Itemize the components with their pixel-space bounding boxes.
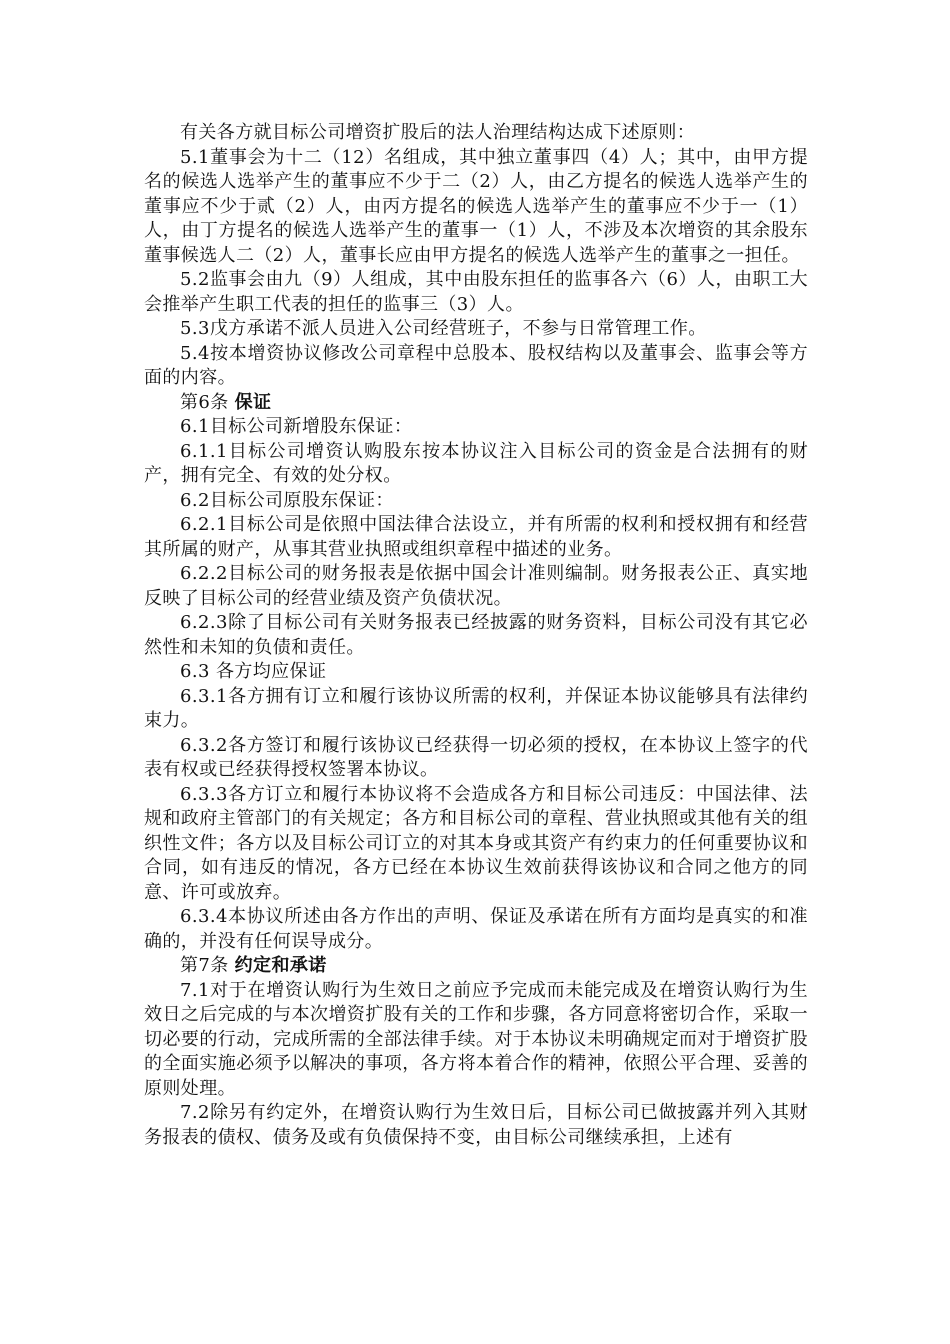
- clause-6-3-4: 6.3.4本协议所述由各方作出的声明、保证及承诺在所有方面均是真实的和准确的，并没有任何误导成分。: [144, 906, 808, 952]
- article-7-heading: [144, 954, 808, 979]
- clause-6-3: 6.3 各方均应保证: [180, 661, 327, 682]
- article-6-title: 保证: [234, 391, 272, 413]
- clause-5-3: 5.3戊方承诺不派人员进入公司经营班子，不参与日常管理工作。: [180, 318, 707, 339]
- article-6-heading: [144, 391, 808, 416]
- clause-6-1: 6.1目标公司新增股东保证：: [180, 416, 413, 437]
- clause-6-2-2: 6.2.2目标公司的财务报表是依据中国会计准则编制。财务报表公正、真实地反映了目标公司的经营业绩及资产负债状况。: [144, 563, 808, 609]
- clause-6-2: 6.2目标公司原股东保证：: [180, 489, 394, 511]
- article-7-title: 约定和承诺: [234, 955, 327, 976]
- clause-5-2: 5.2监事会由九（9）人组成，其中由股东担任的监事各六（6）人，由职工大会推举产生职工代表的担任的监事三（3）人。: [144, 269, 808, 315]
- clause-6-3-1: 6.3.1各方拥有订立和履行该协议所需的权利，并保证本协议能够具有法律约束力。: [144, 685, 808, 731]
- clause-5-4: 5.4按本增资协议修改公司章程中总股本、股权结构以及董事会、监事会等方面的内容。: [144, 342, 808, 388]
- clause-6-3-3: 6.3.3各方订立和履行本协议将不会造成各方和目标公司违反：中国法律、法规和政府主管部门的有关规定；各方和目标公司的章程、营业执照或其他有关的组织性文件；各方以及目标公司订立的对其本身或其资产有约束力的任何重要协议和合同，如有违反的情况，各方已经在本协议生效前获得该协议和合同之他方的同意、许可或放弃。: [144, 783, 808, 903]
- article-7-number: 第7条: [180, 955, 229, 976]
- intro-paragraph: 有关各方就目标公司增资扩股后的法人治理结构达成下述原则：: [180, 122, 696, 143]
- clause-5-1: 5.1董事会为十二（12）名组成，其中独立董事四（4）人；其中，由甲方提名的候选人选举产生的董事应不少于二（2）人，由乙方提名的候选人选举产生的董事应不少于贰（2）人，由丙方提名的候选人选举产生的董事应不少于一（1）人，由丁方提名的候选人选举产生的董事一（1）人，不涉及本次增资的其余股东董事候选人二（2）人，董事长应由甲方提名的候选人选举产生的董事之一担任。: [144, 146, 808, 266]
- clause-6-2-1: 6.2.1目标公司是依照中国法律合法设立，并有所需的权利和授权拥有和经营其所属的财产，从事其营业执照或组织章程中描述的业务。: [144, 514, 808, 560]
- clause-7-1: 7.1对于在增资认购行为生效日之前应予完成而未能完成及在增资认购行为生效日之后完成的与本次增资扩股有关的工作和步骤，各方同意将密切合作，采取一切必要的行动，完成所需的全部法律手续。对于本协议未明确规定而对于增资扩股的全面实施必须予以解决的事项，各方将本着合作的精神，依照公平合理、妥善的原则处理。: [144, 979, 808, 1099]
- article-6-number: 第6条: [180, 391, 229, 413]
- clause-6-3-2: 6.3.2各方签订和履行该协议已经获得一切必须的授权，在本协议上签字的代表有权或已经获得授权签署本协议。: [144, 734, 808, 780]
- clause-6-1-1: 6.1.1目标公司增资认购股东按本协议注入目标公司的资金是合法拥有的财产，拥有完全、有效的处分权。: [144, 440, 808, 486]
- clause-6-2-3: 6.2.3除了目标公司有关财务报表已经披露的财务资料，目标公司没有其它必然性和未知的负债和责任。: [144, 612, 808, 658]
- document-page: [144, 121, 808, 1150]
- clause-7-2: 7.2除另有约定外，在增资认购行为生效日后，目标公司已做披露并列入其财务报表的债权、债务及或有负债保持不变，由目标公司继续承担，上述有: [144, 1102, 808, 1148]
